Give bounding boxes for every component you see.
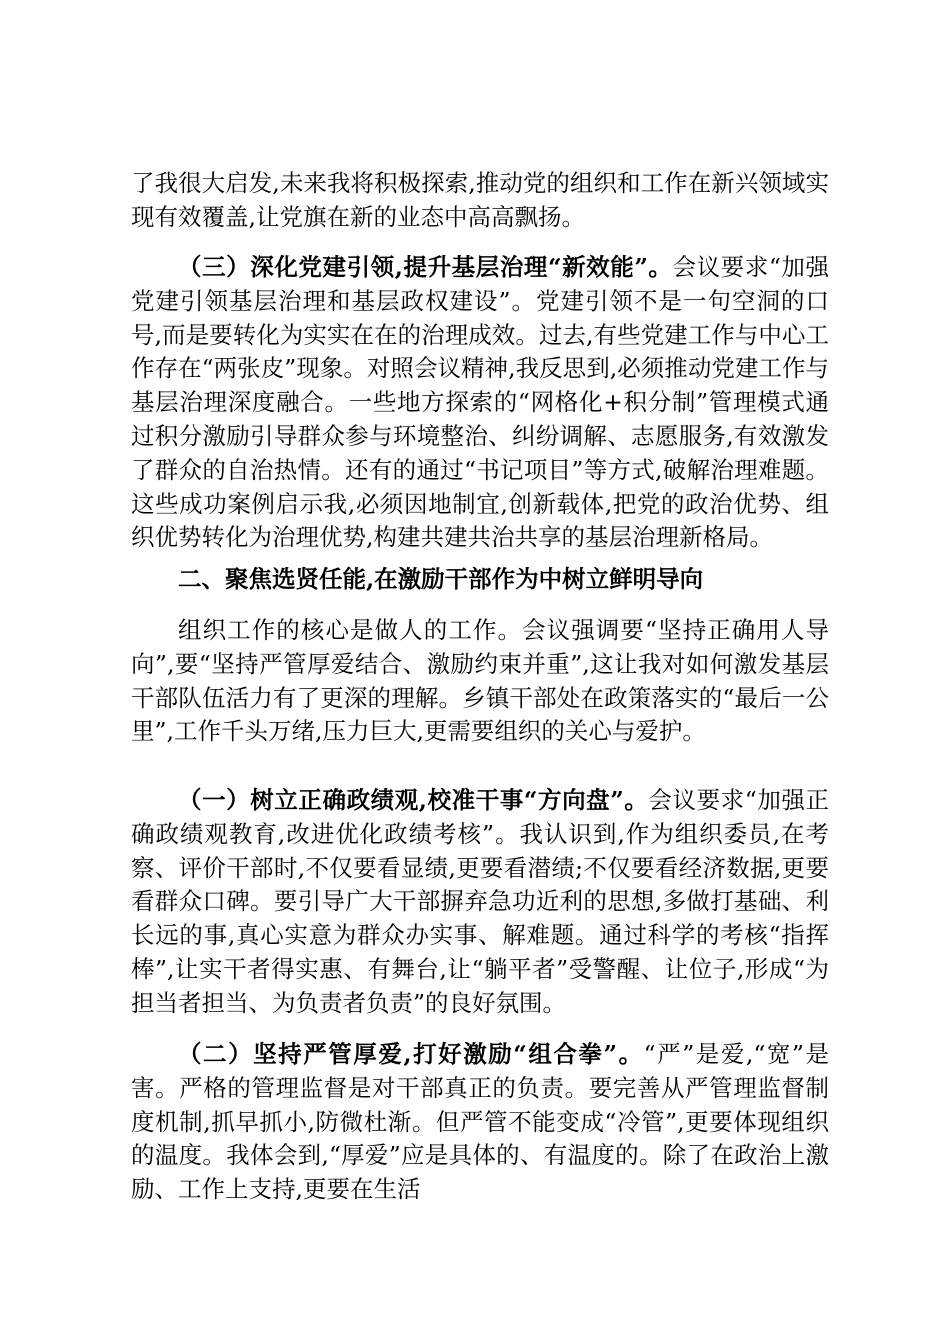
- continuation-paragraph: 了我很大启发,未来我将积极探索,推动党的组织和工作在新兴领域实现有效覆盖,让党旗在新的业态中高高飘扬。: [131, 169, 829, 231]
- section-3-body: 会议要求“加强党建引领基层治理和基层政权建设”。党建引领不是一句空洞的口号,而是要转化为实实在在的治理成效。过去,有些党建工作与中心工作存在“两张皮”现象。对照会议精神,我反思到,必须推动党建工作与基层治理深度融合。一些地方探索的“网格化+积分制”管理模式通过积分激励引导群众参与环境整治、纠纷调解、志愿服务,有效激发了群众的自治热情。还有的通过“书记项目”等方式,破解治理难题。这些成功案例启示我,必须因地制宜,创新载体,把党的政治优势、组织优势转化为治理优势,构建共建共治共享的基层治理新格局。: [131, 253, 829, 552]
- section-2-lead: （二）坚持严管厚爱,打好激励“组合拳”。: [178, 1040, 644, 1068]
- intro-paragraph: 组织工作的核心是做人的工作。会议强调要“坚持正确用人导向”,要“坚持严管厚爱结合、激励约束并重”,这让我对如何激发基层干部队伍活力有了更深的理解。乡镇干部处在政策落实的“最后一公里”,工作千头万绪,压力巨大,更需要组织的关心与爱护。: [131, 616, 829, 746]
- section-3-lead: （三）深化党建引领,提升基层治理“新效能”。: [178, 253, 673, 281]
- section-1-body: 会议要求“加强正确政绩观教育,改进优化政绩考核”。我认识到,作为组织委员,在考察、评价干部时,不仅要看显绩,更要看潜绩;不仅要看经济数据,更要看群众口碑。要引导广大干部摒弃急功近利的思想,多做打基础、利长远的事,真心实意为群众办实事、解难题。通过科学的考核“指挥棒”,让实干者得实惠、有舞台,让“躺平者”受警醒、让位子,形成“为担当者担当、为负责者负责”的良好氛围。: [131, 786, 830, 1017]
- section-2-paragraph: [131, 1038, 829, 1207]
- section-heading-2: 二、聚焦选贤任能,在激励干部作为中树立鲜明导向: [178, 565, 704, 593]
- section-1-lead: （一）树立正确政绩观,校准干事“方向盘”。: [178, 786, 649, 814]
- section-2-body: “严”是爱,“宽”是害。严格的管理监督是对干部真正的负责。要完善从严管理监督制度机制,抓早抓小,防微杜渐。但严管不能变成“冷管”,更要体现组织的温度。我体会到,“厚爱”应是具体的、有温度的。除了在政治上激励、工作上支持,更要在生活: [131, 1040, 829, 1204]
- section-3-paragraph: [131, 251, 829, 555]
- section-1-paragraph: [131, 784, 829, 1021]
